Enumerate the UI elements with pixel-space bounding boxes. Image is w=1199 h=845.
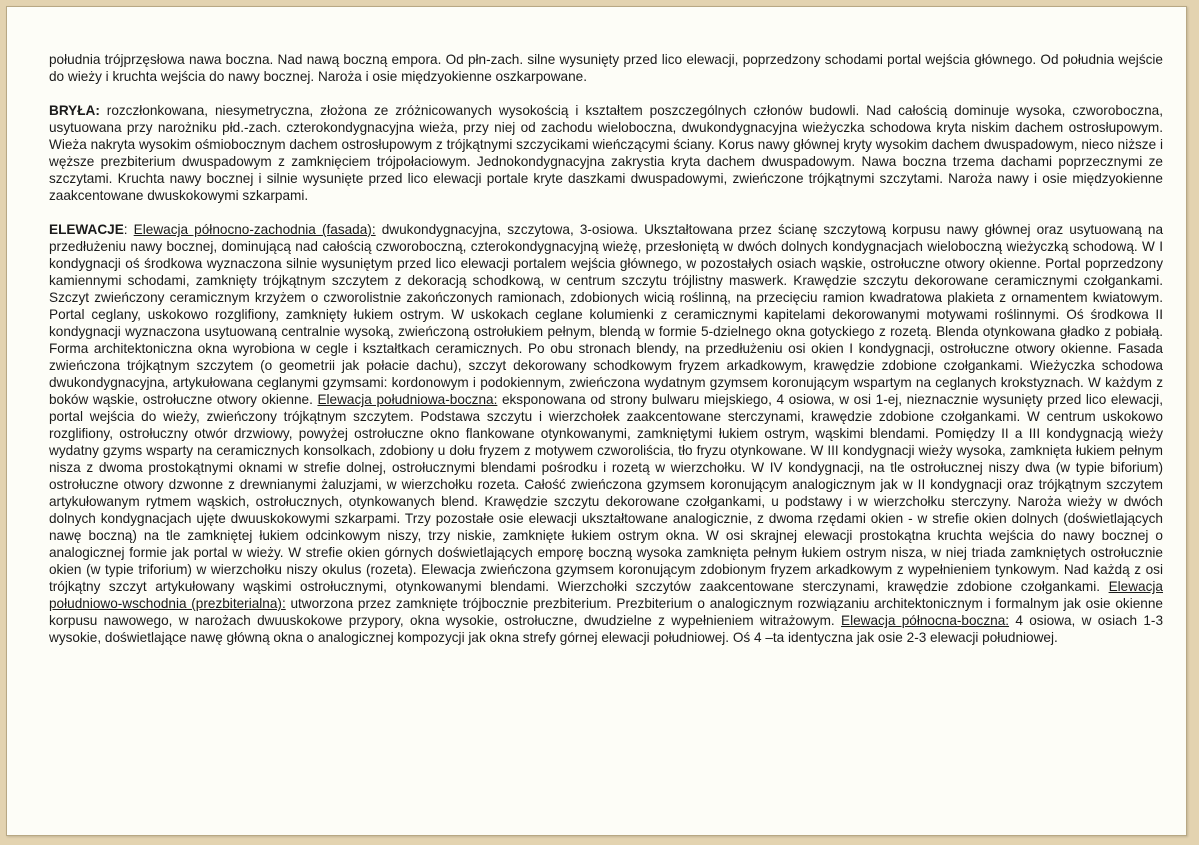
elevation-southeast-title: Elewacja południowo-wschodnia (prezbiterialna): bbox=[49, 579, 1163, 611]
elewacje-paragraph bbox=[49, 221, 1163, 646]
intro-paragraph bbox=[49, 51, 1163, 85]
document-page bbox=[6, 6, 1187, 836]
elevation-north-title: Elewacja północna-boczna: bbox=[841, 613, 1010, 628]
elevation-northwest-text: dwukondygnacyjna, szczytowa, 3-osiowa. Ukształtowana przez ścianę szczytową korpusu nawy głównej oraz usytuowaną na przedłużeniu nawy bocznej, dominującą nad całością czworoboczną, czterokondygnacyjną wieżę, przesłoniętą w dwóch dolnych kondygnacjach wieloboczną wieżyczką schodową. W I kondygnacji oś środkowa wyznaczona silnie wysuniętym przed lico elewacji portalem wejścia głównego, w pozostałych osiach wąskie, ostrołuczne otwory okienne. Portal poprzedzony kamiennymi schodami, zamknięty trójkątnym szczytem z dekoracją schodkową, w centrum szczytu trójlistny maswerk. Krawędzie szczytu dekorowane ceramicznymi czołgankami. Szczyt zwieńczony ceramicznym krzyżem o czworolistnie zakończonych ramionach, zdobionych wicią roślinną, na przecięciu ramion kwadratowa plakieta z ornamentem kwiatowym. Portal ceglany, uskokowo rozglifiony, zamknięty łukiem ostrym. W uskokach ceglane kolumienki z ceramicznymi kapitelami dekorowanymi motywami roślinnymi. Oś środkowa II kondygnacji wyznaczona usytuowaną centralnie wysoką, zwieńczoną ostrołukiem pełnym, blendą w formie 5-dzielnego okna gotyckiego z rozetą. Blenda otynkowana gładko z pobiałą. Forma architektoniczna okna wyrobiona w cegle i kształtkach ceramicznych. Po obu stronach blendy, na przedłużeniu osi okien I kondygnacji, ostrołuczne otwory okienne. Fasada zwieńczona trójkątnym szczytem (o geometrii jak połacie dachu), szczyt dekorowany schodkowym fryzem arkadkowym, krawędzie zdobione czołgankami. Wieżyczka schodowa dwukondygnacyjna, artykułowana ceglanymi gzymsami: kordonowym i podokiennym, zwieńczona wydatnym gzymsem koronującym wspartym na ceglanych krokstyznach. W każdym z boków wąskie, ostrołuczne otwory okienne. bbox=[49, 222, 1163, 407]
elevation-southeast-text: utworzona przez zamknięte trójbocznie prezbiterium. Prezbiterium o analogicznym rozwiązaniu architektonicznym i formalnym jak osie okienne korpusu nawowego, w narożach dwuuskokowe przypory, okna wysokie, ostrołuczne, dwudzielne z wypełnieniem witrażowym. bbox=[49, 596, 1163, 628]
elevation-northwest-title: Elewacja północno-zachodnia (fasada): bbox=[133, 222, 376, 237]
elewacje-heading: ELEWACJE bbox=[49, 222, 124, 237]
bryla-heading: BRYŁA: bbox=[49, 103, 100, 118]
bryla-paragraph bbox=[49, 102, 1163, 204]
elevation-south-title: Elewacja południowa-boczna: bbox=[317, 392, 498, 407]
elevation-south-text: eksponowana od strony bulwaru miejskiego, 4 osiowa, w osi 1-ej, nieznacznie wysunięty przed lico elewacji, portal wejścia do wieży, zwieńczony trójkątnym szczytem. Podstawa szczytu i wierzchołek zaakcentowane sterczynami, krawędzie zdobione czołgankami. W centrum uskokowo rozglifiony, ostrołuczny otwór drzwiowy, powyżej ostrołuczne okno flankowane otynkowanymi, zamkniętymi łukiem ostrym, wąskimi blendami. Pomiędzy II a III kondygnacją wieży wydatny gzyms wsparty na ceramicznych konsolkach, zdobiony u dołu fryzem z motywem czworoliścia, tło fryzu otynkowane. W III kondygnacji wieży wysoka, zamknięta łukiem pełnym nisza z dwoma prostokątnymi oknami w strefie dolnej, ostrołucznymi blendami pośrodku i rozetą w wierzchołku. W IV kondygnacji, na tle ostrołucznej niszy dwa (w typie biforium) ostrołuczne otwory dzwonne z drewnianymi żaluzjami, w wierzchołku rozeta. Całość zwieńczona gzymsem koronującym analogicznym jak w II kondygnacji oraz trójkątnym szczytem artykułowanym rytmem wąskich, ostrołucznych, otynkowanych blend. Krawędzie szczytu dekorowane czołgankami, u podstawy i w wierzchołku sterczyny. Naroża wieży w dwóch dolnych kondygnacjach ujęte dwuuskokowymi szkarpami. Trzy pozostałe osie elewacji ukształtowane analogicznie, z dwoma rzędami okien - w strefie okien dolnych (doświetlających nawę boczną) na tle zamkniętej łukiem odcinkowym niszy, trzy niskie, zamknięte łukiem ostrym okna. W osi skrajnej elewacji prostokątna kruchta wejścia do nawy bocznej o analogicznej formie jak portal w wieży. W strefie okien górnych doświetlających emporę boczną wysoka zamknięta pełnym łukiem ostrym nisza, w niej triada zamkniętych ostrołucznie okien (w typie triforium) w wierzchołku niszy okulus (rozeta). Elewacja zwieńczona gzymsem koronującym zdobionym fryzem arkadkowym z wypełnieniem tynkowym. Nad każdą z osi trójkątny szczyt artykułowany wąskimi ostrołucznymi, otynkowanymi blendami. Wierzchołki szczytów zaakcentowane sterczynami, krawędzie zdobione czołgankami. bbox=[49, 392, 1163, 594]
document-body bbox=[49, 51, 1163, 663]
elevation-north-text: 4 osiowa, w osiach 1-3 wysokie, doświetlające nawę główną okna o analogicznej kompozycji jak okna strefy górnej elewacji południowej. Oś 4 –ta identyczna jak osie 2-3 elewacji południowej. bbox=[49, 613, 1164, 645]
intro-text: południa trójprzęsłowa nawa boczna. Nad nawą boczną empora. Od płn-zach. silne wysunięty przed lico elewacji, poprzedzony schodami portal wejścia głównego. Od południa wejście do wieży i kruchta wejścia do nawy bocznej. Naroża i osie międzyokienne oszkarpowane. bbox=[49, 52, 1163, 84]
elewacje-colon: : bbox=[123, 222, 134, 237]
bryla-text: rozczłonkowana, niesymetryczna, złożona ze zróżnicowanych wysokością i kształtem poszczególnych członów budowli. Nad całością dominuje wysoka, czworoboczna, usytuowana przy narożniku płd.-zach. czterokondygnacyjna wieża, przy niej od zachodu wieloboczna, dwukondygnacyjna wieżyczka schodowa kryta niskim dachem ostrosłupowym. Wieża nakryta wysokim ośmiobocznym dachem ostrosłupowym z trójkątnymi szczycikami wieńczącymi ściany. Korus nawy głównej kryty wysokim dachem dwuspadowym, nieco niższe i węższe prezbiterium dwuspadowym z zamknięciem trójpołaciowym. Jednokondygnacyjna zakrystia kryta dachem dwuspadowym. Nawa boczna trzema dachami poprzecznymi ze szczytami. Kruchta nawy bocznej i silnie wysunięte przed lico elewacji portale kryte daszkami dwuspadowymi, zwieńczone trójkątnymi szczytami. Naroża nawy i osie międzyokienne zaakcentowane dwuskokowymi szkarpami. bbox=[49, 103, 1163, 203]
